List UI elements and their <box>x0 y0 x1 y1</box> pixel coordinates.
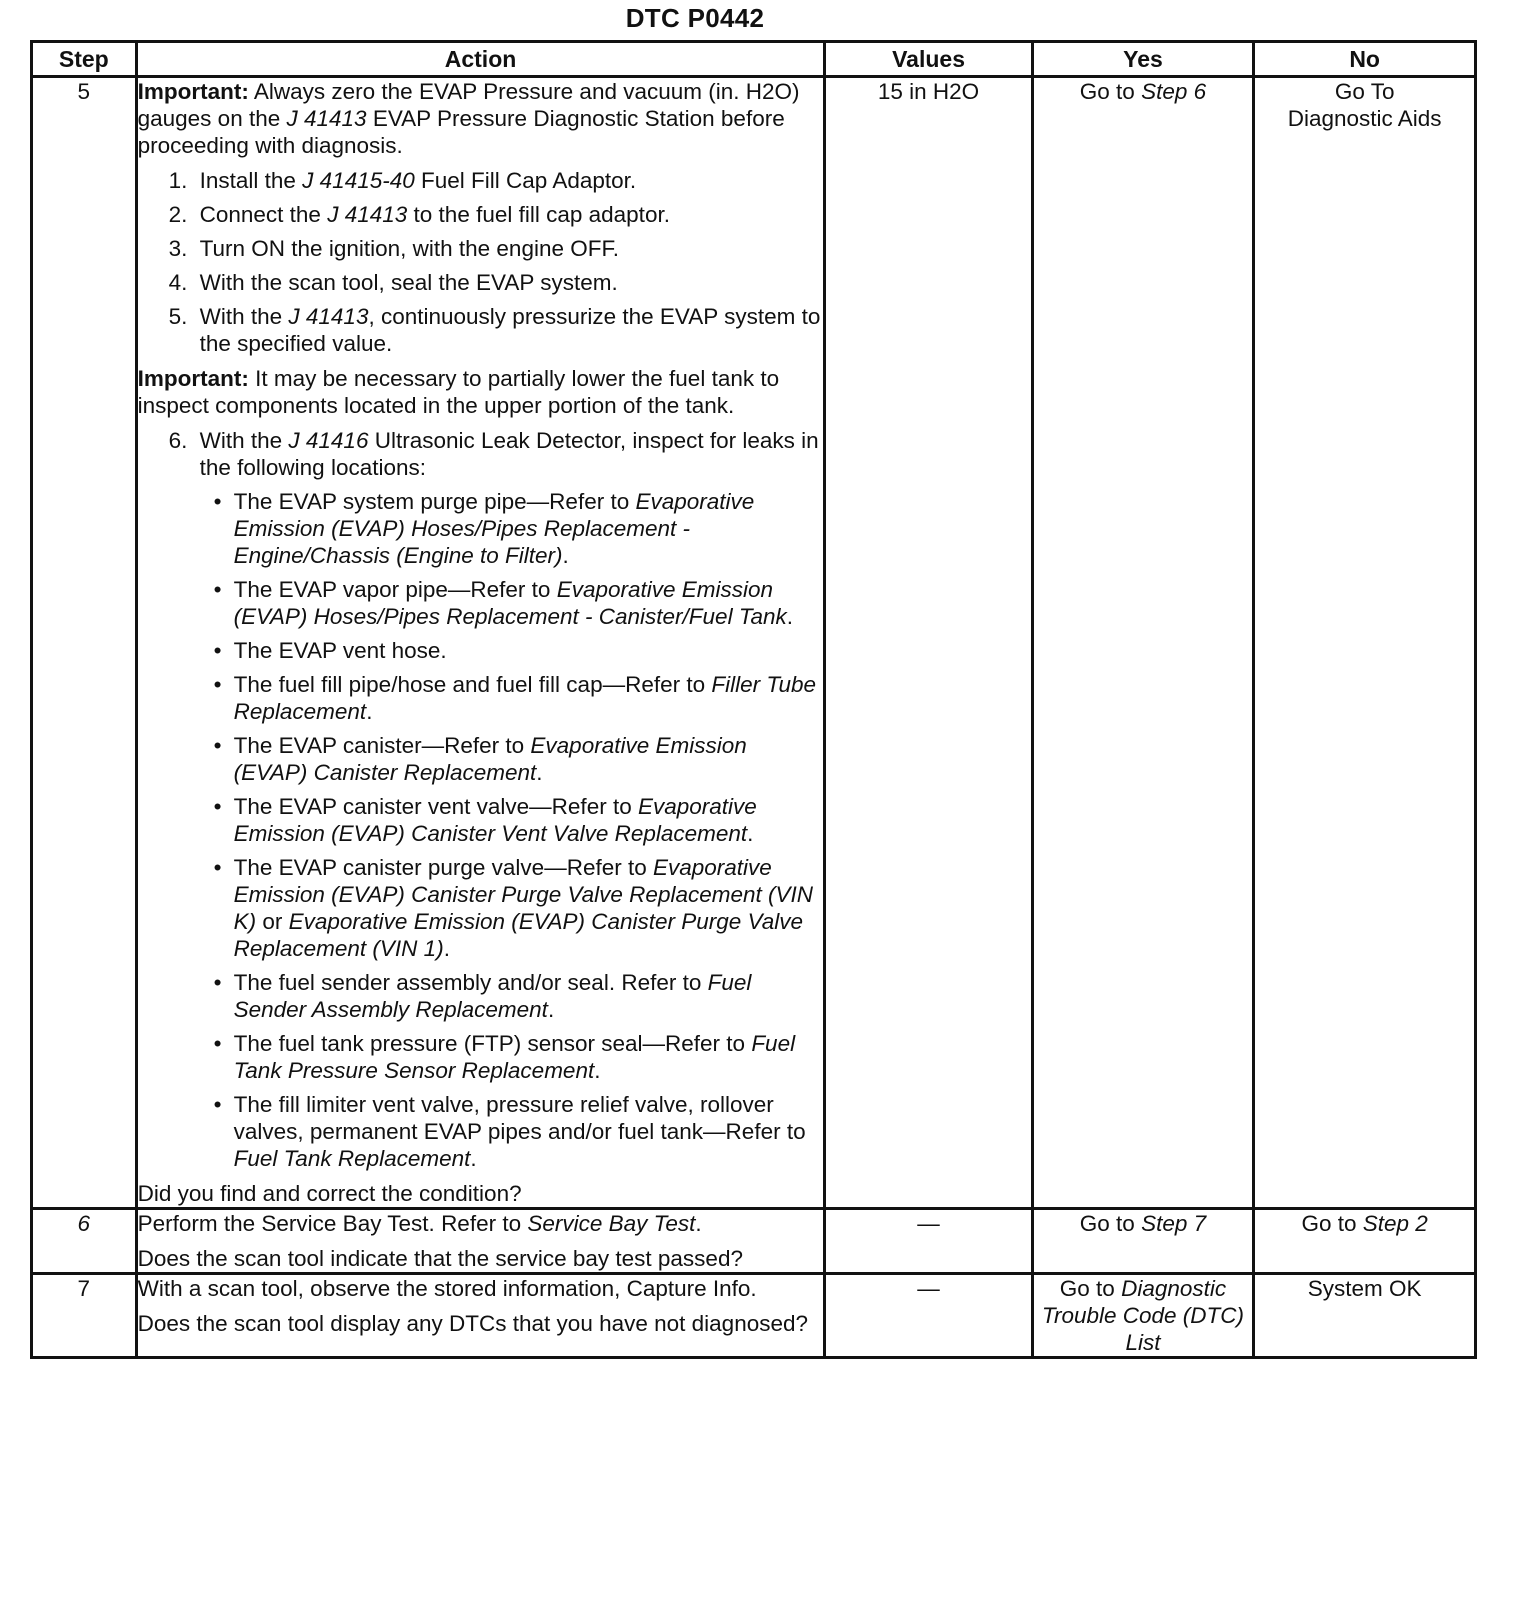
step-link[interactable]: Step 7 <box>1141 1211 1207 1236</box>
procedure-step: 2. Connect the J 41413 to the fuel fill cap adaptor. <box>194 201 824 228</box>
reference-link[interactable]: Fuel Tank Pressure Sensor Replacement <box>233 1031 796 1083</box>
reference-link[interactable]: Filler Tube Replacement <box>233 672 816 724</box>
action-cell <box>136 77 825 1209</box>
value-cell: 15 in H2O <box>825 77 1032 1209</box>
tool-number: J 41415-40 <box>302 168 415 193</box>
list-item: • The EVAP canister purge valve—Refer to Evaporative Emission (EVAP) Canister Purge Valve Replacement (VIN K) or Evaporative Emission (EVAP) Canister Purge Valve Replacement (VIN 1). <box>234 854 824 962</box>
list-item: • The EVAP canister—Refer to Evaporative Emission (EVAP) Canister Replacement. <box>234 732 824 786</box>
yes-cell: Go to Diagnostic Trouble Code (DTC) List <box>1032 1274 1254 1358</box>
reference-link[interactable]: Evaporative Emission (EVAP) Canister Vent Valve Replacement <box>233 794 757 846</box>
instruction-text: With a scan tool, observe the stored information, Capture Info. <box>137 1276 757 1301</box>
step-number: 5 <box>32 77 137 1209</box>
tool-number: J 41416 <box>288 428 369 453</box>
no-cell <box>1254 77 1476 1209</box>
diagnostic-table <box>30 40 1477 1359</box>
step-link[interactable]: Step 6 <box>1141 79 1207 104</box>
list-item: • The EVAP canister vent valve—Refer to Evaporative Emission (EVAP) Canister Vent Valve Replacement. <box>234 793 824 847</box>
list-item: • The fuel sender assembly and/or seal. Refer to Fuel Sender Assembly Replacement. <box>234 969 824 1023</box>
reference-link[interactable]: Evaporative Emission (EVAP) Canister Purge Valve Replacement (VIN 1) <box>233 909 804 961</box>
header-action: Action <box>136 42 825 77</box>
value-cell: — <box>825 1274 1032 1358</box>
reference-link[interactable]: Service Bay Test <box>527 1211 696 1236</box>
leak-locations <box>200 488 824 1172</box>
list-item: • The EVAP vent hose. <box>234 637 824 664</box>
header-yes: Yes <box>1032 42 1254 77</box>
procedure-step: 5. With the J 41413, continuously pressurize the EVAP system to the specified value. <box>194 303 824 357</box>
tool-number: J 41413 <box>288 304 369 329</box>
important-label: Important: <box>137 79 249 104</box>
header-step: Step <box>32 42 137 77</box>
no-line-1: Go To <box>1334 79 1395 104</box>
reference-link[interactable]: Fuel Sender Assembly Replacement <box>233 970 752 1022</box>
reference-link[interactable]: Evaporative Emission (EVAP) Canister Replacement <box>233 733 747 785</box>
tool-number: J 41413 <box>286 106 367 131</box>
question-text: Does the scan tool indicate that the service bay test passed? <box>137 1246 743 1271</box>
step-number: 7 <box>32 1274 137 1358</box>
procedure-step: 4. With the scan tool, seal the EVAP system. <box>194 269 824 296</box>
procedure-step: 3. Turn ON the ignition, with the engine OFF. <box>194 235 824 262</box>
important-note: Important: It may be necessary to partially lower the fuel tank to inspect components located in the upper portion of the tank. <box>137 366 780 418</box>
step-link[interactable]: Step 2 <box>1362 1211 1428 1236</box>
reference-link[interactable]: Evaporative Emission (EVAP) Hoses/Pipes Replacement - Canister/Fuel Tank <box>233 577 787 629</box>
important-label: Important: <box>137 366 249 391</box>
action-cell <box>136 1274 825 1358</box>
question-text: Did you find and correct the condition? <box>137 1181 522 1206</box>
list-item: • The EVAP system purge pipe—Refer to Evaporative Emission (EVAP) Hoses/Pipes Replacement - Engine/Chassis (Engine to Filter). <box>234 488 824 569</box>
step-number: 6 <box>32 1209 137 1274</box>
yes-cell: Go to Step 7 <box>1032 1209 1254 1274</box>
table-row-step-7 <box>32 1274 1476 1358</box>
header-no: No <box>1254 42 1476 77</box>
no-cell: Go to Step 2 <box>1254 1209 1476 1274</box>
instruction-text: Perform the Service Bay Test. Refer to Service Bay Test. <box>137 1211 702 1236</box>
dtc-list-link[interactable]: Diagnostic Trouble Code (DTC) List <box>1041 1276 1245 1355</box>
diagnostic-aids-link[interactable]: Diagnostic Aids <box>1287 106 1442 131</box>
action-cell <box>136 1209 825 1274</box>
procedure-step: 6. With the J 41416 Ultrasonic Leak Detector, inspect for leaks in the following locations: • The EVAP system purge pipe—Refer to Evaporative Emission (EVAP) Hoses/Pipes Replacement - Engine/Chassis (Engine to Filter). • The EVAP vapor pipe—Refer to Evaporative Emission (EVAP) Hoses/Pipes Replacement - Canister/Fuel Tank. • The EVAP vent hose. • The fuel fill pipe/hose and fuel fill cap—Refer to Filler Tube Replacement. • The EVAP canister—Refer to Evaporative Emission (EVAP) Canister Replacement. • The EVAP canister vent valve—Refer to Evaporative Emission (EVAP) Canister Vent Valve Replacement. • The EVAP canister purge valve—Refer to Evaporative Emission (EVAP) Canister Purge Valve Replacement (VIN K) or Evaporative Emission (EVAP) Canister Purge Valve Replacement (VIN 1). • The fuel sender assembly and/or seal. Refer to Fuel Sender Assembly Replacement. • The fuel tank pressure (FTP) sensor seal—Refer to Fuel Tank Pressure Sensor Replacement. • The fill limiter vent valve, pressure relief valve, rollover valves, permanent EVAP pipes and/or fuel tank—Refer to Fuel Tank Replacement. <box>194 427 824 1172</box>
no-cell: System OK <box>1254 1274 1476 1358</box>
list-item: • The fuel tank pressure (FTP) sensor seal—Refer to Fuel Tank Pressure Sensor Replacement. <box>234 1030 824 1084</box>
header-values: Values <box>825 42 1032 77</box>
question-text: Does the scan tool display any DTCs that you have not diagnosed? <box>137 1311 809 1336</box>
procedure-steps <box>138 167 824 357</box>
value-cell: — <box>825 1209 1032 1274</box>
important-note: Important: Always zero the EVAP Pressure and vacuum (in. H2O) gauges on the J 41413 EVAP Pressure Diagnostic Station before proceeding with diagnosis. <box>137 79 800 158</box>
reference-link[interactable]: Fuel Tank Replacement <box>233 1146 471 1171</box>
reference-link[interactable]: Evaporative Emission (EVAP) Hoses/Pipes Replacement - Engine/Chassis (Engine to Filter) <box>233 489 755 568</box>
table-row-step-5 <box>32 77 1476 1209</box>
reference-link[interactable]: Evaporative Emission (EVAP) Canister Purge Valve Replacement (VIN K) <box>233 855 814 934</box>
table-header-row <box>32 42 1476 77</box>
table-row-step-6 <box>32 1209 1476 1274</box>
list-item: • The fuel fill pipe/hose and fuel fill cap—Refer to Filler Tube Replacement. <box>234 671 824 725</box>
page-title: DTC P0442 <box>625 3 765 33</box>
list-item: • The EVAP vapor pipe—Refer to Evaporative Emission (EVAP) Hoses/Pipes Replacement - Canister/Fuel Tank. <box>234 576 824 630</box>
yes-cell: Go to Step 6 <box>1032 77 1254 1209</box>
tool-number: J 41413 <box>327 202 408 227</box>
list-item: • The fill limiter vent valve, pressure relief valve, rollover valves, permanent EVAP pipes and/or fuel tank—Refer to Fuel Tank Replacement. <box>234 1091 824 1172</box>
procedure-step: 1. Install the J 41415-40 Fuel Fill Cap Adaptor. <box>194 167 824 194</box>
procedure-steps <box>138 427 824 1172</box>
